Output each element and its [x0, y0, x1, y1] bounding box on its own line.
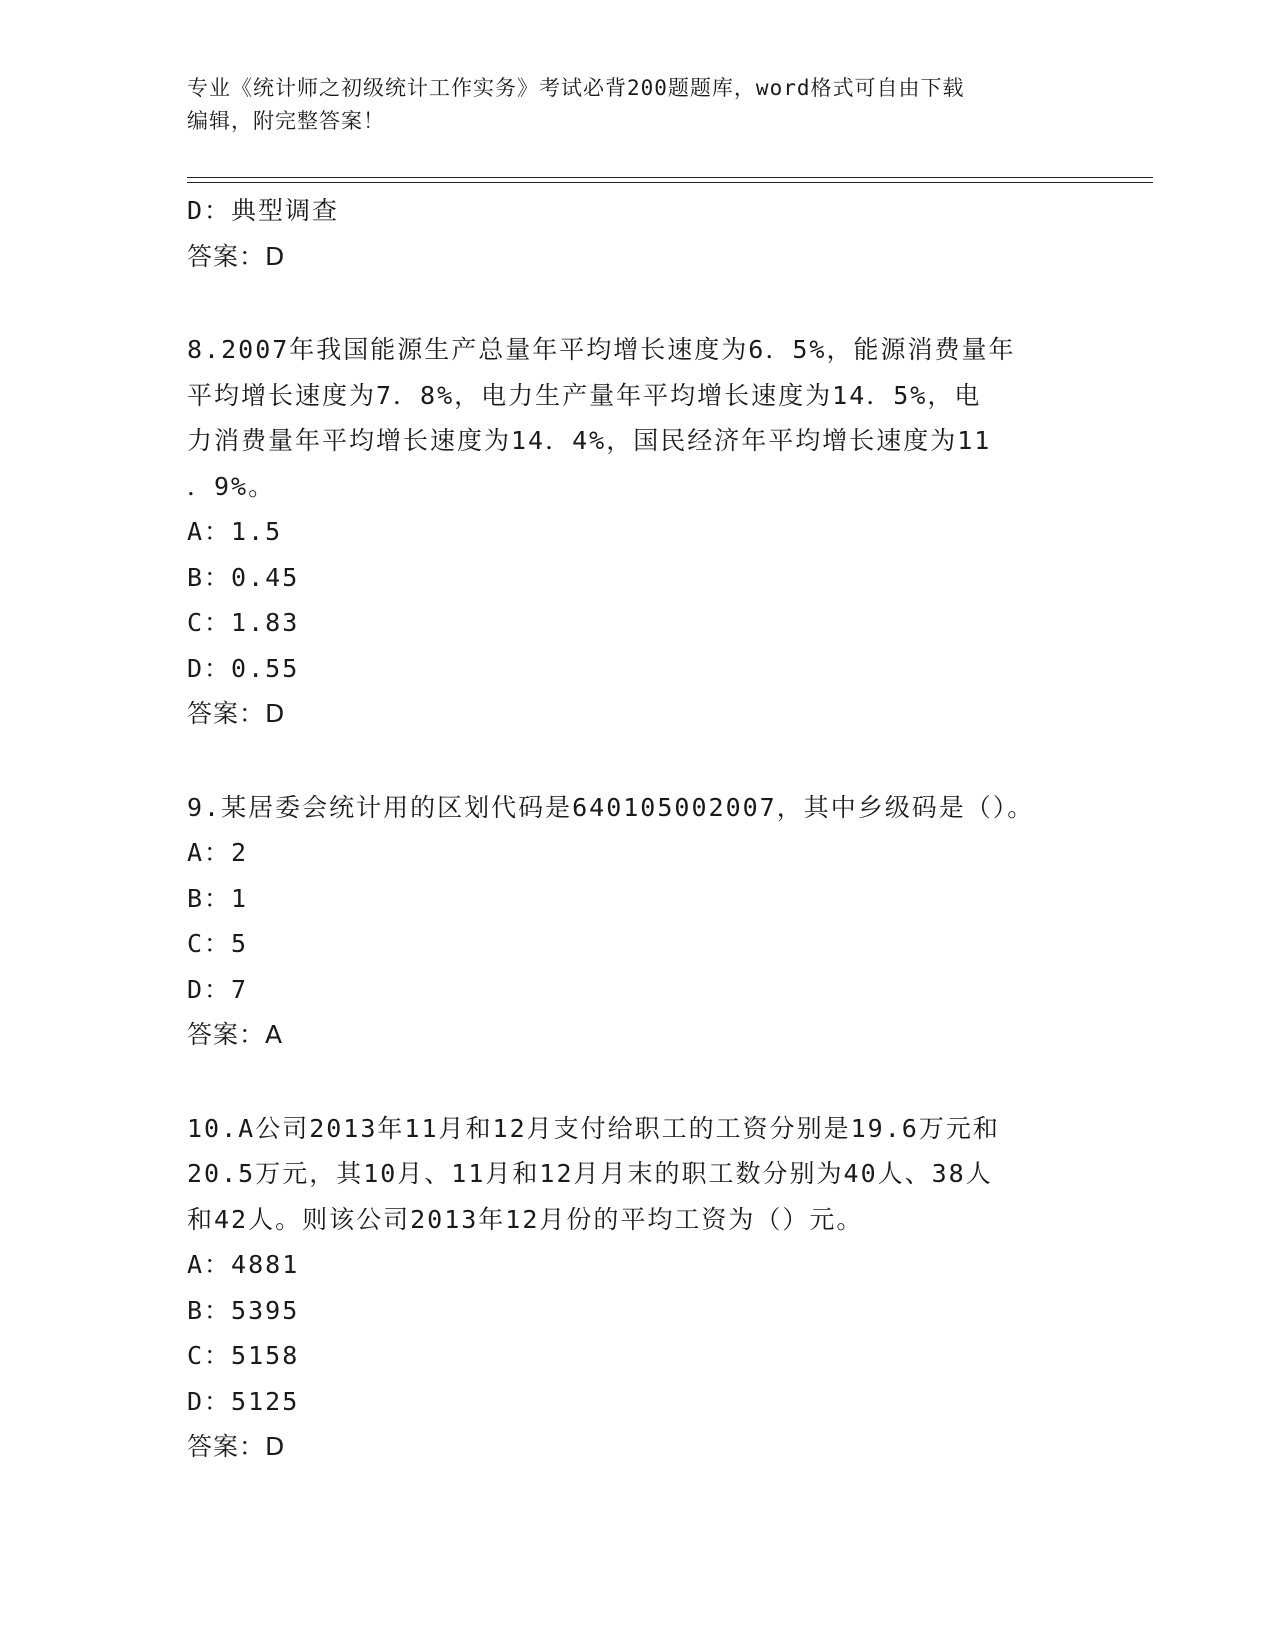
option-b: B：5395: [187, 1295, 300, 1325]
stem-line: 20.5万元，其10月、11月和12月月末的职工数分别为40人、38人: [187, 1159, 993, 1188]
option-d: D：7: [187, 974, 249, 1004]
question-8: [187, 327, 1077, 737]
question-9: [187, 785, 1077, 1058]
option-a: A：4881: [187, 1250, 300, 1279]
stem-line: 力消费量年平均增长速度为14．4%，国民经济年平均增长速度为11: [187, 426, 992, 455]
spacer: [187, 737, 1077, 785]
question-stem: [187, 327, 1077, 509]
answer-line: 答案：D: [187, 1432, 286, 1461]
stem-line: 8.2007年我国能源生产总量年平均增长速度为6．5%，能源消费量年: [187, 335, 1016, 364]
option-b: B：0.45: [187, 562, 300, 592]
option-d: D：5125: [187, 1386, 300, 1416]
question-stem: [187, 1106, 1077, 1243]
stem-line: 平均增长速度为7．8%，电力生产量年平均增长速度为14．5%，电: [187, 380, 982, 410]
document-header: [187, 72, 1087, 138]
divider-line-bottom: [187, 182, 1153, 183]
stem-line: 和42人。则该公司2013年12月份的平均工资为（）元。: [187, 1204, 864, 1234]
option-c: C：5: [187, 929, 249, 958]
divider-line-top: [187, 177, 1153, 178]
header-line-2: 编辑，附完整答案！: [187, 109, 385, 133]
answer-line: 答案：A: [187, 1020, 284, 1049]
stem-line: ．9%。: [187, 471, 276, 501]
option-a: A：1.5: [187, 517, 283, 546]
spacer: [187, 279, 1077, 327]
header-divider: [187, 177, 1153, 183]
question-stem: [187, 785, 1077, 831]
stem-line: 9.某居委会统计用的区划代码是640105002007，其中乡级码是（）。: [187, 792, 1035, 822]
option-a: A：2: [187, 838, 249, 867]
question-list: [187, 188, 1077, 1470]
spacer: [187, 1058, 1077, 1106]
question-10: [187, 1106, 1077, 1470]
option-c: C：5158: [187, 1341, 300, 1370]
option-b: B：1: [187, 883, 249, 913]
question-7-tail: [187, 188, 1077, 279]
stem-line: 10.A公司2013年11月和12月支付给职工的工资分别是19.6万元和: [187, 1113, 1000, 1143]
option-d: D：典型调查: [187, 196, 340, 225]
option-d: D：0.55: [187, 653, 300, 683]
option-c: C：1.83: [187, 608, 300, 637]
answer-line: 答案：D: [187, 241, 286, 271]
header-line-1: 专业《统计师之初级统计工作实务》考试必背200题题库，word格式可自由下载: [187, 76, 965, 100]
answer-line: 答案：D: [187, 699, 286, 728]
